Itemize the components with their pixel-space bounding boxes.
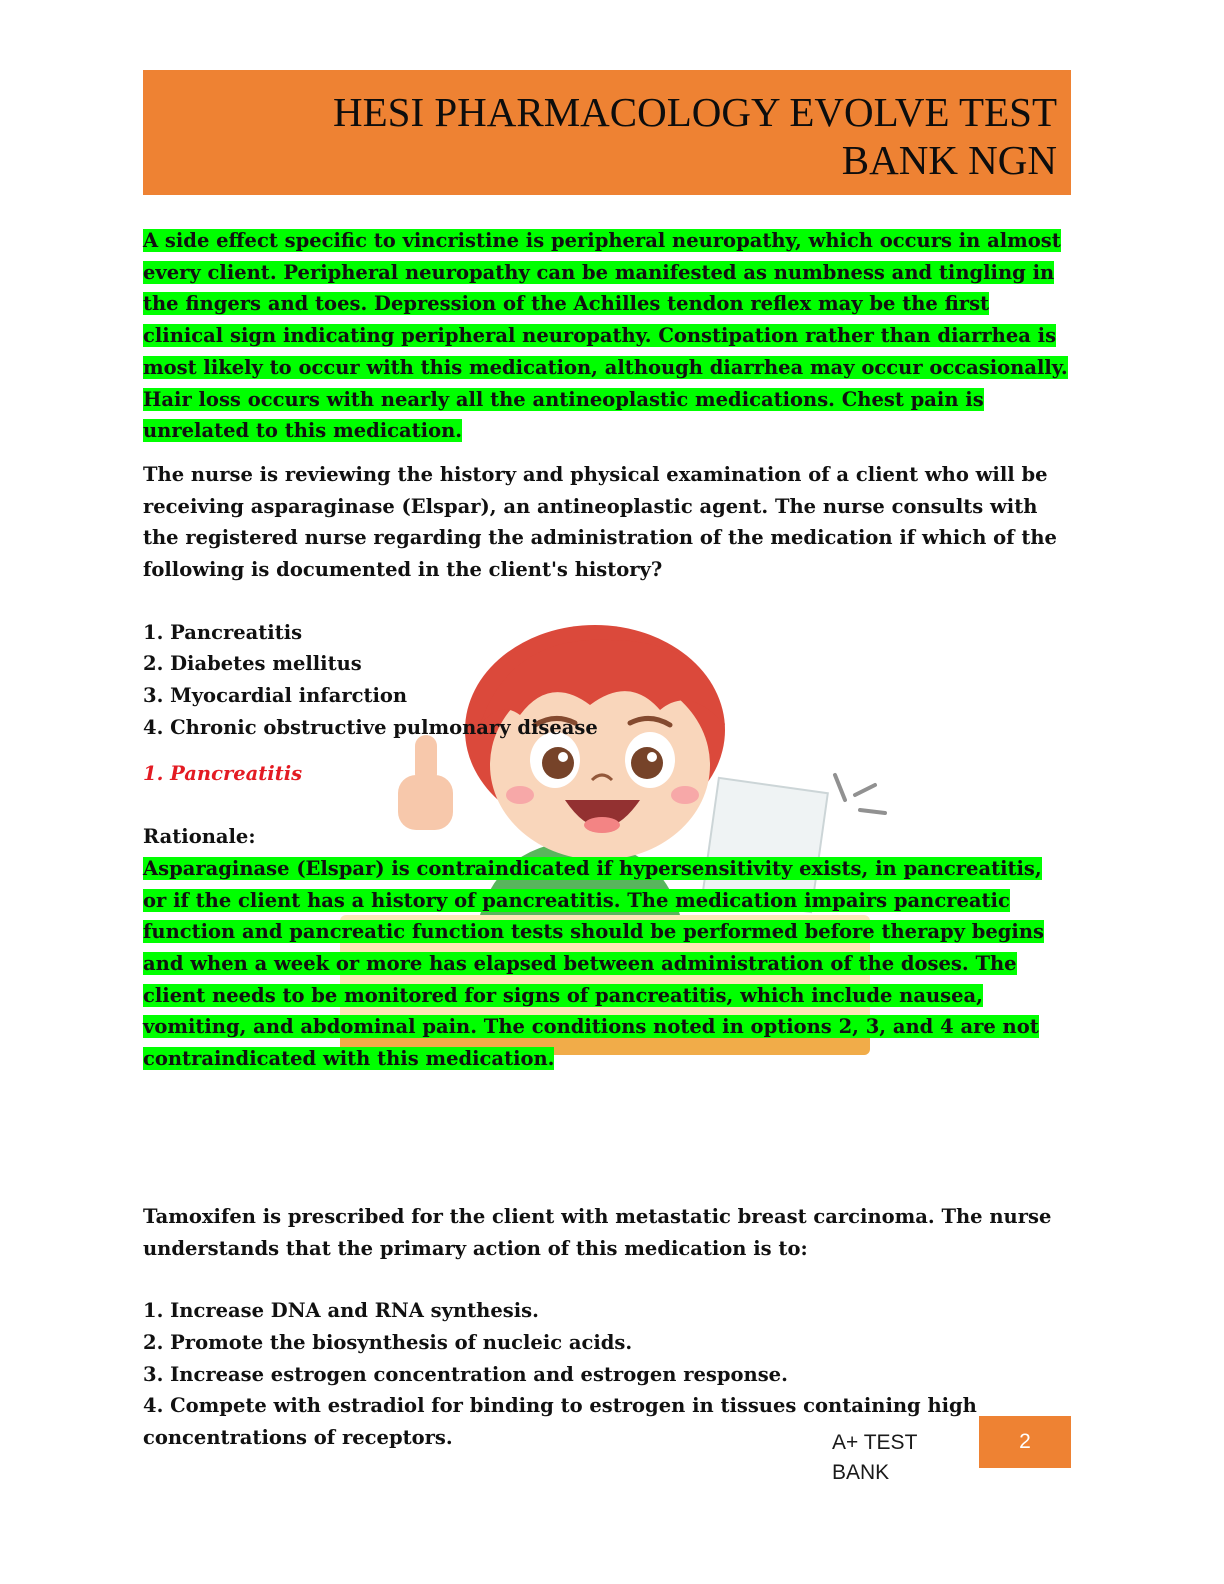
question-1-option-1: 1. Pancreatitis — [143, 620, 303, 644]
intro-rationale-text: A side effect specific to vincristine is peripheral neuropathy, which occurs in almost every client. Peripheral neuropathy can be manifested as numbness and tingling in the fingers and toes. Depression of the Achilles tendon reflex may be the first clinical sign indicating peripheral neuropathy. Constipation rather than diarrhea is most likely to occur with this medication, although diarrhea may occur occasionally. Hair loss occurs with nearly all the antineoplastic medications. Chest pain is unrelated to this medication. — [143, 229, 1068, 443]
question-1-rationale-text: Asparaginase (Elspar) is contraindicated if hypersensitivity exists, in pancreatitis, or if the client has a history of pancreatitis. The medication impairs pancreatic function and pancreatic function tests should be performed before therapy begins and when a week or more has elapsed between administration of the doses. The client needs to be monitored for signs of pancreatitis, which include nausea, vomiting, and abdominal pain. The conditions noted in options 2, 3, and 4 are not contraindicated with this medication. — [143, 856, 1044, 1071]
document-title-line1: HESI PHARMACOLOGY EVOLVE TEST — [333, 89, 1057, 135]
question-2-text: Tamoxifen is prescribed for the client with metastatic breast carcinoma. The nurse understands that the primary action of this medication is to: — [143, 1204, 1052, 1260]
question-1-answer: 1. Pancreatitis — [143, 761, 303, 785]
document-title — [297, 88, 1057, 184]
question-2-option-3: 3. Increase estrogen concentration and estrogen response. — [143, 1362, 788, 1386]
question-1-option-3: 3. Myocardial infarction — [143, 684, 408, 708]
question-1-rationale — [143, 853, 1071, 1075]
header-banner — [143, 70, 1071, 195]
question-2-option-4: 4. Compete with estradiol for binding to estrogen in tissues containing high concentrations of receptors. — [143, 1394, 977, 1450]
page-number: 2 — [979, 1416, 1071, 1468]
question-2-option-1: 1. Increase DNA and RNA synthesis. — [143, 1299, 539, 1323]
document-title-line2: BANK NGN — [841, 137, 1057, 183]
question-1-text: The nurse is reviewing the history and physical examination of a client who will be receiving asparaginase (Elspar), an antineoplastic agent. The nurse consults with the registered nurse regarding the administration of the medication if which of the following is documented in the client's history? — [143, 462, 1057, 582]
question-2-option-2: 2. Promote the biosynthesis of nucleic acids. — [143, 1330, 633, 1354]
page-content — [143, 225, 1071, 1454]
footer-label: A+ TEST BANK — [832, 1431, 918, 1484]
question-1-option-4: 4. Chronic obstructive pulmonary disease — [143, 715, 598, 739]
question-1-option-2: 2. Diabetes mellitus — [143, 652, 362, 676]
rationale-label: Rationale: — [143, 825, 256, 849]
question-1-options — [143, 617, 1071, 744]
intro-rationale — [143, 225, 1071, 447]
